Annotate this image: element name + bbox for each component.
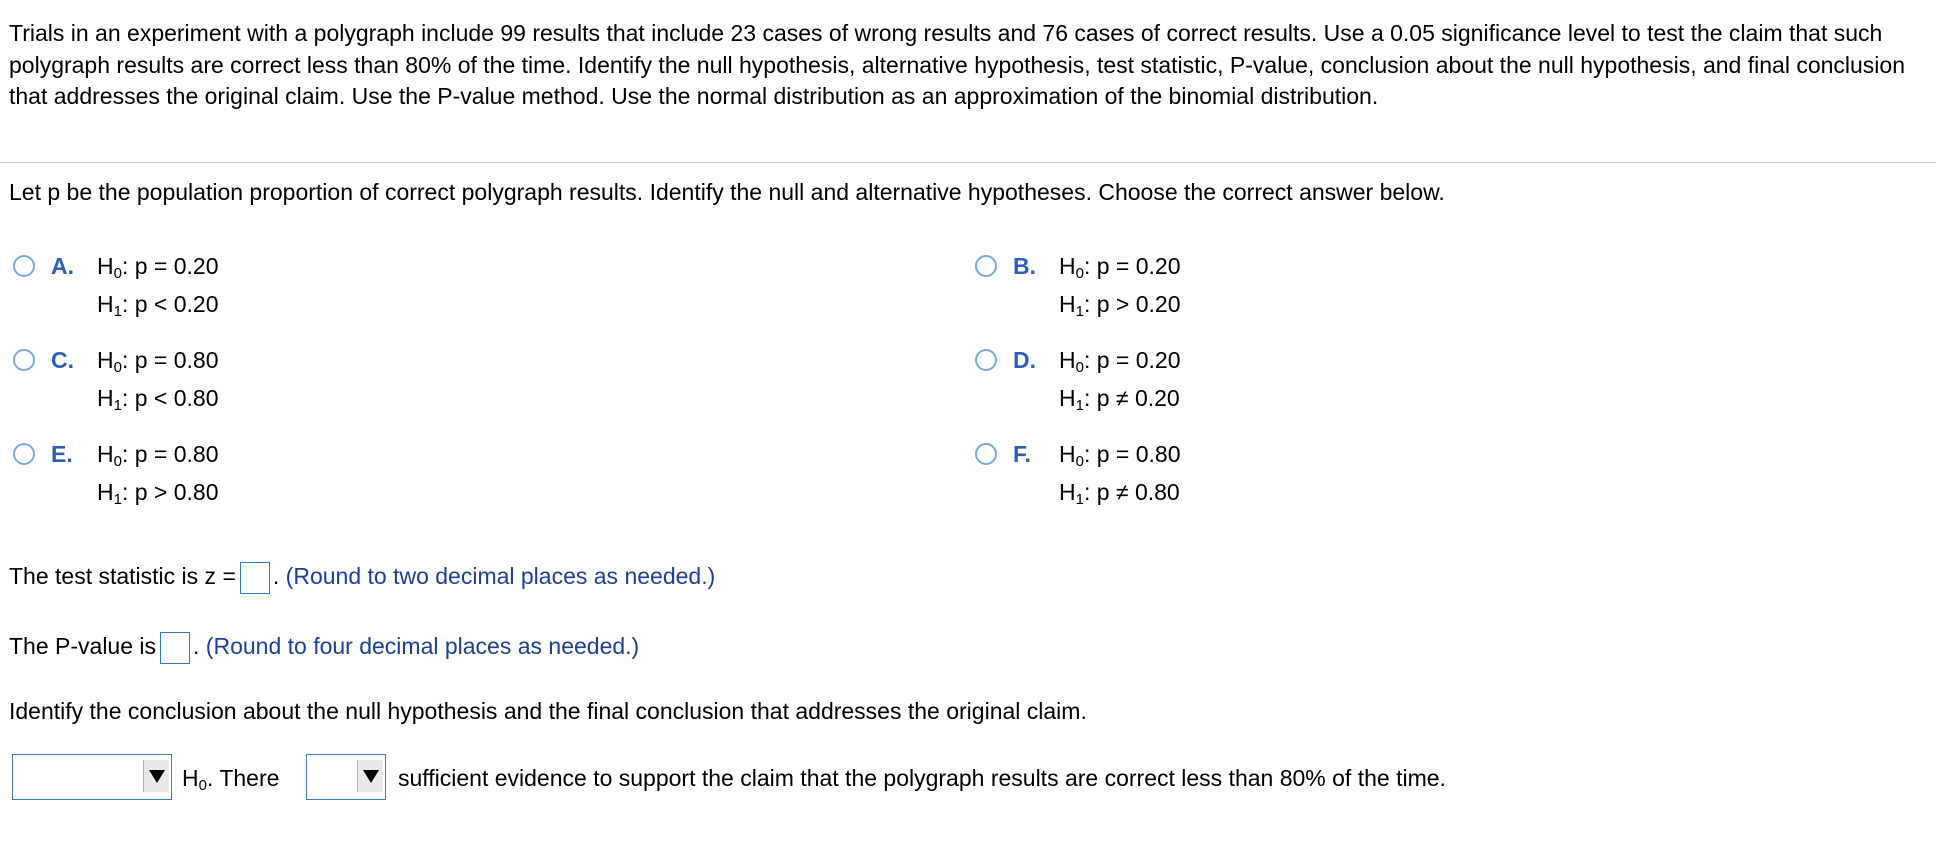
option-a-null-hypothesis: $H_0$: p = 0.20	[97, 253, 219, 282]
option-a-radio[interactable]	[13, 255, 35, 277]
null-decision-chevron-down-icon[interactable]	[143, 760, 169, 792]
option-d-null-hypothesis: $H_0$: p = 0.20	[1059, 347, 1181, 376]
option-c-radio[interactable]	[13, 349, 35, 371]
p-value-suffix: .	[193, 633, 200, 660]
option-c[interactable]	[13, 346, 513, 426]
evidence-dropdown[interactable]	[306, 754, 386, 800]
option-c-alt-hypothesis: $H_1$: p < 0.80	[97, 385, 219, 414]
option-c-letter: C.	[51, 347, 74, 373]
p-value-hint: (Round to four decimal places as needed.)	[205, 633, 640, 660]
option-a-alt-hypothesis: $H_1$: p < 0.20	[97, 291, 219, 320]
section-divider	[0, 162, 1936, 163]
p-value-row	[9, 632, 639, 664]
option-e-radio[interactable]	[13, 443, 35, 465]
option-e-alt-hypothesis: $H_1$: p > 0.80	[97, 479, 219, 508]
evidence-chevron-down-icon[interactable]	[357, 760, 383, 792]
p-value-input[interactable]	[160, 632, 190, 664]
option-f[interactable]	[975, 440, 1475, 520]
option-a[interactable]	[13, 252, 513, 332]
option-c-null-hypothesis: $H_0$: p = 0.80	[97, 347, 219, 376]
option-f-radio[interactable]	[975, 443, 997, 465]
test-statistic-row	[9, 562, 715, 594]
option-d[interactable]	[975, 346, 1475, 426]
option-d-letter: D.	[1013, 347, 1036, 373]
test-statistic-hint: (Round to two decimal places as needed.)	[285, 563, 716, 590]
null-decision-dropdown[interactable]	[12, 754, 172, 800]
null-hypothesis-label: $H_0$. There	[182, 765, 280, 794]
question-prompt: Let p be the population proportion of correct polygraph results. Identify the null and alternative hypotheses. Choose the correct answer below.	[9, 179, 1445, 205]
option-b-letter: B.	[1013, 253, 1036, 279]
option-a-letter: A.	[51, 253, 74, 279]
option-d-radio[interactable]	[975, 349, 997, 371]
option-f-null-hypothesis: $H_0$: p = 0.80	[1059, 441, 1181, 470]
test-statistic-input[interactable]	[240, 562, 270, 594]
option-f-letter: F.	[1013, 441, 1031, 467]
option-e[interactable]	[13, 440, 513, 520]
option-d-alt-hypothesis: $H_1$: p ≠ 0.20	[1059, 385, 1180, 414]
option-e-null-hypothesis: $H_0$: p = 0.80	[97, 441, 219, 470]
test-statistic-label: The test statistic is z =	[9, 563, 236, 590]
p-value-label: The P-value is	[9, 633, 157, 660]
conclusion-tail-text: sufficient evidence to support the claim that the polygraph results are correct less than 80% of the time.	[398, 765, 1446, 791]
test-statistic-suffix: .	[272, 563, 280, 590]
option-b[interactable]	[975, 252, 1475, 332]
problem-statement: Trials in an experiment with a polygraph include 99 results that include 23 cases of wrong results and 76 cases of correct results. Use a 0.05 significance level to test the claim that such polygraph results are correct less than 80% of the time. Identify the null hypothesis, alternative hypothesis, test statistic, P-value, conclusion about the null hypothesis, and final conclusion that addresses the original claim. Use the P-value method. Use the normal distribution as an approximation of the binomial distribution.	[9, 20, 1905, 109]
option-b-radio[interactable]	[975, 255, 997, 277]
option-f-alt-hypothesis: $H_1$: p ≠ 0.80	[1059, 479, 1180, 508]
option-b-alt-hypothesis: $H_1$: p > 0.20	[1059, 291, 1181, 320]
option-b-null-hypothesis: $H_0$: p = 0.20	[1059, 253, 1181, 282]
option-e-letter: E.	[51, 441, 73, 467]
conclusion-instruction: Identify the conclusion about the null hypothesis and the final conclusion that addresses the original claim.	[9, 698, 1087, 724]
